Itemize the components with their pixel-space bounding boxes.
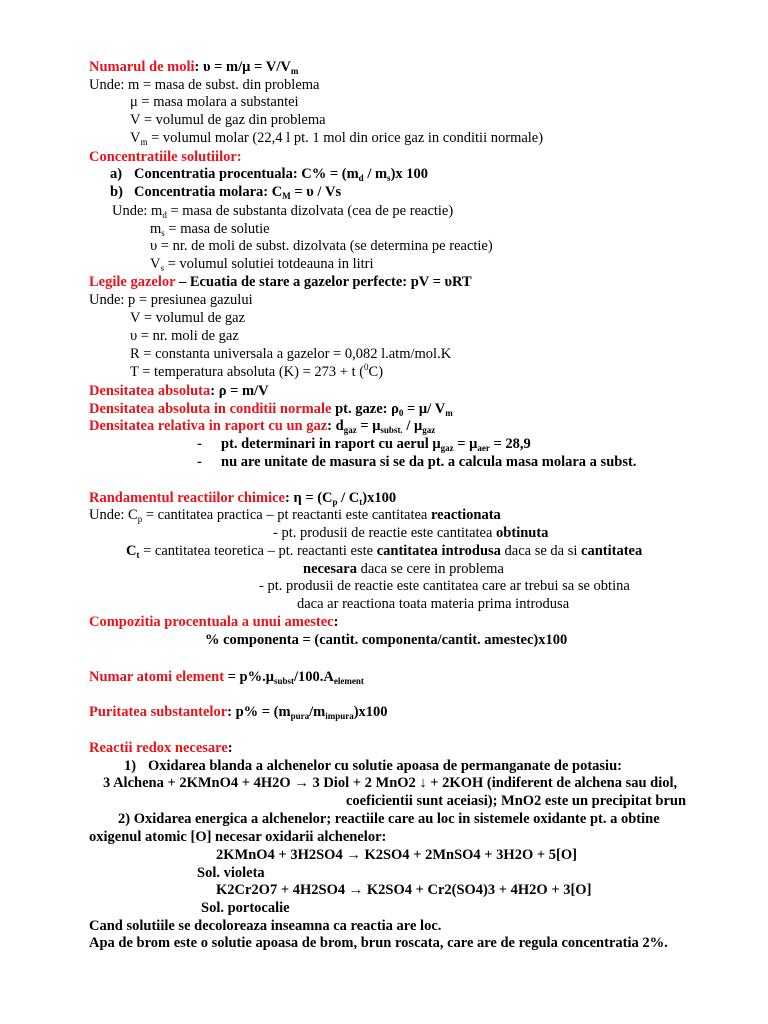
density-unit-note: - nu are unitate de masura si se da pt. a calcula masa molara a subst.: [197, 454, 637, 470]
relative-density-line: Densitatea relativa in raport cu un gaz: $d_{gaz} = \mu_{subst.} / \mu_{gaz}$: [89, 418, 436, 435]
yield-products-obtained: - pt. produsii de reactie este cantitatea obtinuta: [273, 525, 549, 541]
gas-t-definition: T = temperatura absoluta (K) = 273 + t ($^0$C): [130, 362, 384, 380]
purity-line: Puritatea substantelor: $p\% = (m_{pura}/m_{impura})x100$: [89, 704, 388, 721]
concentration-vs-definition: $V_s$ = volumul solutiei totdeauna in litri: [150, 256, 374, 273]
normal-density-line: Densitatea absoluta in conditii normale pt. gaze: $\rho_0 = \mu/$ $V_m$: [89, 401, 453, 418]
redox-reaction-dichromate: K2Cr2O7 + 4H2SO4 → K2SO4 + Cr2(SO4)3 + 4H2O + 3[O]: [216, 882, 592, 898]
yield-ct-definition: $C_t$ = cantitatea teoretica – pt. reactanti este cantitatea introdusa daca se da si cantitatea: [126, 543, 643, 560]
percent-concentration-item: a) Concentratia procentuala: $C\% = (m_d / m_s)x$ 100: [110, 166, 429, 183]
composition-formula: % componenta = (cantit. componenta/cantit. amestec)x100: [205, 632, 568, 648]
atom-count-line: Numar atomi element = $p\%.\mu_{subst}/100.A_{element}$: [89, 669, 364, 686]
absolute-density-line: Densitatea absoluta: ρ = m/V: [89, 383, 269, 399]
yield-cp-definition: Unde: $C_p$ = cantitatea practica – pt reactanti este cantitatea reactionata: [89, 507, 501, 524]
redox-reaction-1: 3 Alchena + 2KMnO4 + 4H2O → 3 Diol + 2 MnO2 ↓ + 2KOH (indiferent de alchena sau diol,: [103, 775, 678, 791]
yield-products-theoretical: - pt. produsii de reactie este cantitatea care ar trebui sa se obtina: [259, 578, 630, 594]
gas-p-definition: Unde: p = presiunea gazului: [89, 292, 253, 308]
moles-title: Numarul de moli: [89, 59, 195, 75]
composition-heading: Compozitia procentuala a unui amestec:: [89, 614, 339, 630]
yield-products-theoretical-cont: daca ar reactiona toata materia prima introdusa: [297, 596, 570, 612]
redox-reaction-1-cont: coeficientii sunt aceiasi); MnO2 este un precipitat brun: [346, 793, 687, 809]
gas-v-definition: V = volumul de gaz: [130, 310, 246, 326]
violet-solution-label: Sol. violeta: [197, 865, 265, 881]
bromine-water-note: Apa de brom este o solutie apoasa de brom, brun roscata, care are de regula concentratia 2%.: [89, 935, 668, 951]
moles-v-definition: V = volumul de gaz din problema: [130, 112, 326, 128]
moles-m-definition: Unde: m = masa de subst. din problema: [89, 77, 320, 93]
gas-nu-definition: υ = nr. moli de gaz: [130, 328, 239, 344]
moles-vm-definition: $V_m$ = volumul molar (22,4 l pt. 1 mol din orice gaz in conditii normale): [130, 130, 544, 147]
redox-item-2: 2) Oxidarea energica a alchenelor; reactiile care au loc in sistemele oxidante pt. a obtine: [118, 811, 660, 827]
yield-necessary-line: necesara daca se cere in problema: [303, 561, 504, 577]
gas-r-definition: R = constanta universala a gazelor = 0,082 l.atm/mol.K: [130, 346, 452, 362]
moles-heading-line: Numarul de moli: $\upsilon = m/\mu = V/V_m$: [89, 59, 299, 76]
yield-heading: Randamentul reactiilor chimice: $\eta = (C_p / C_t)x100$: [89, 490, 397, 507]
air-density-item: - pt. determinari in raport cu aerul $\mu_{gaz} = \mu_{aer} = 28,9$: [197, 436, 531, 453]
moles-mu-definition: μ = masa molara a substantei: [130, 94, 299, 110]
redox-reaction-permanganate: 2KMnO4 + 3H2SO4 → K2SO4 + 2MnSO4 + 3H2O + 5[O]: [216, 847, 577, 863]
redox-item-2-cont: oxigenul atomic [O] necesar oxidarii alchenelor:: [89, 829, 387, 845]
decolorization-note: Cand solutiile se decoloreaza inseamna ca reactia are loc.: [89, 918, 442, 934]
molar-concentration-item: b) Concentratia molara: $C_M = \upsilon / Vs$: [110, 184, 342, 201]
gas-laws-heading: Legile gazelor – Ecuatia de stare a gazelor perfecte: pV = υRT: [89, 274, 472, 290]
concentration-title: Concentratiile solutiilor:: [89, 149, 242, 165]
redox-heading: Reactii redox necesare:: [89, 740, 233, 756]
orange-solution-label: Sol. portocalie: [201, 900, 290, 916]
concentration-ms-definition: $m_s$ = masa de solutie: [150, 221, 270, 238]
concentration-nu-definition: υ = nr. de moli de subst. dizolvata (se determina pe reactie): [150, 238, 493, 254]
concentration-md-definition: Unde: $m_d$ = masa de substanta dizolvata (cea de pe reactie): [112, 203, 454, 220]
redox-item-1: 1) Oxidarea blanda a alchenelor cu solutie apoasa de permanganate de potasiu:: [124, 758, 622, 774]
